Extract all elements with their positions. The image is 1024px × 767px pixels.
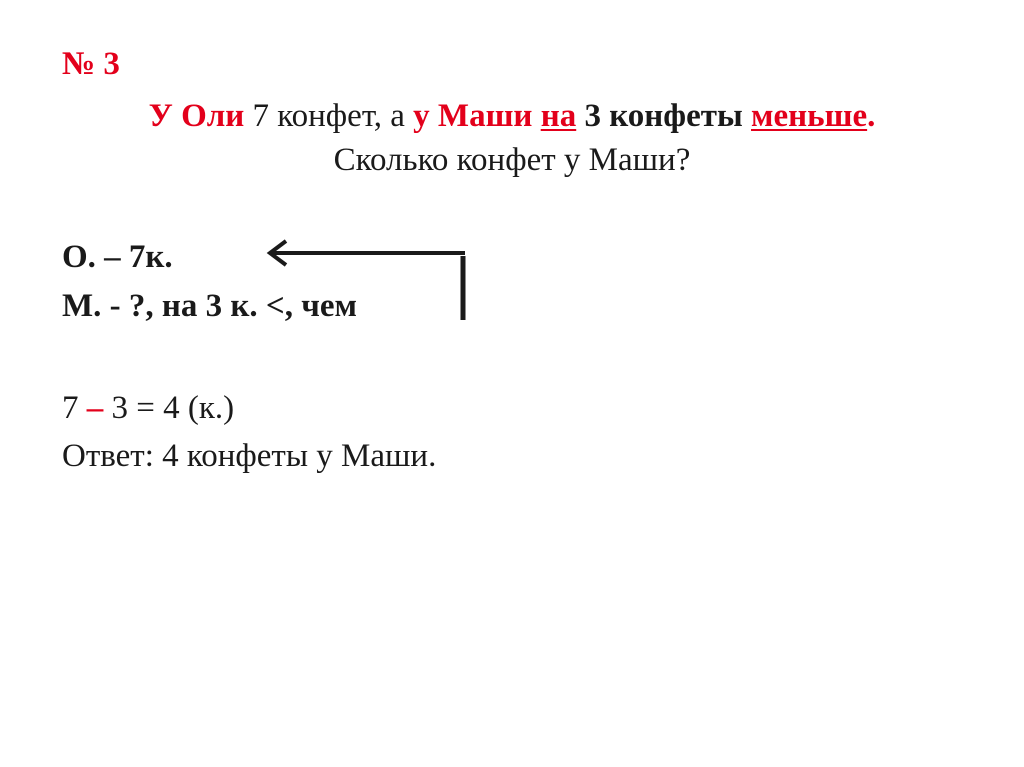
answer-text: Ответ: 4 конфеты у Маши. <box>62 438 437 474</box>
solution-rest: 3 = 4 (к.) <box>111 390 235 426</box>
problem-statement-line-1 <box>0 96 1024 136</box>
left-arrow-bracket-icon <box>262 236 474 326</box>
solution-minus-operator: – <box>78 390 112 426</box>
problem-text-segment-bold: 3 конфеты <box>576 98 752 134</box>
problem-question: Сколько конфет у Маши? <box>333 142 691 178</box>
solution-expression <box>62 388 234 428</box>
problem-number: № 3 <box>62 46 120 82</box>
problem-keyword-na: на <box>540 98 577 134</box>
problem-period: . <box>867 98 876 134</box>
problem-subject-olya: У Оли <box>148 98 245 134</box>
short-note-olya: О. – 7к. <box>62 239 173 275</box>
solution-left-operand: 7 <box>62 390 79 426</box>
short-note-masha: М. - ?, на 3 к. <, чем <box>62 288 357 324</box>
problem-text-space <box>532 98 540 134</box>
problem-text-segment: 7 конфет, а <box>244 98 414 134</box>
problem-subject-masha: у Маши <box>413 98 533 134</box>
problem-keyword-menshe: меньше <box>751 98 868 134</box>
